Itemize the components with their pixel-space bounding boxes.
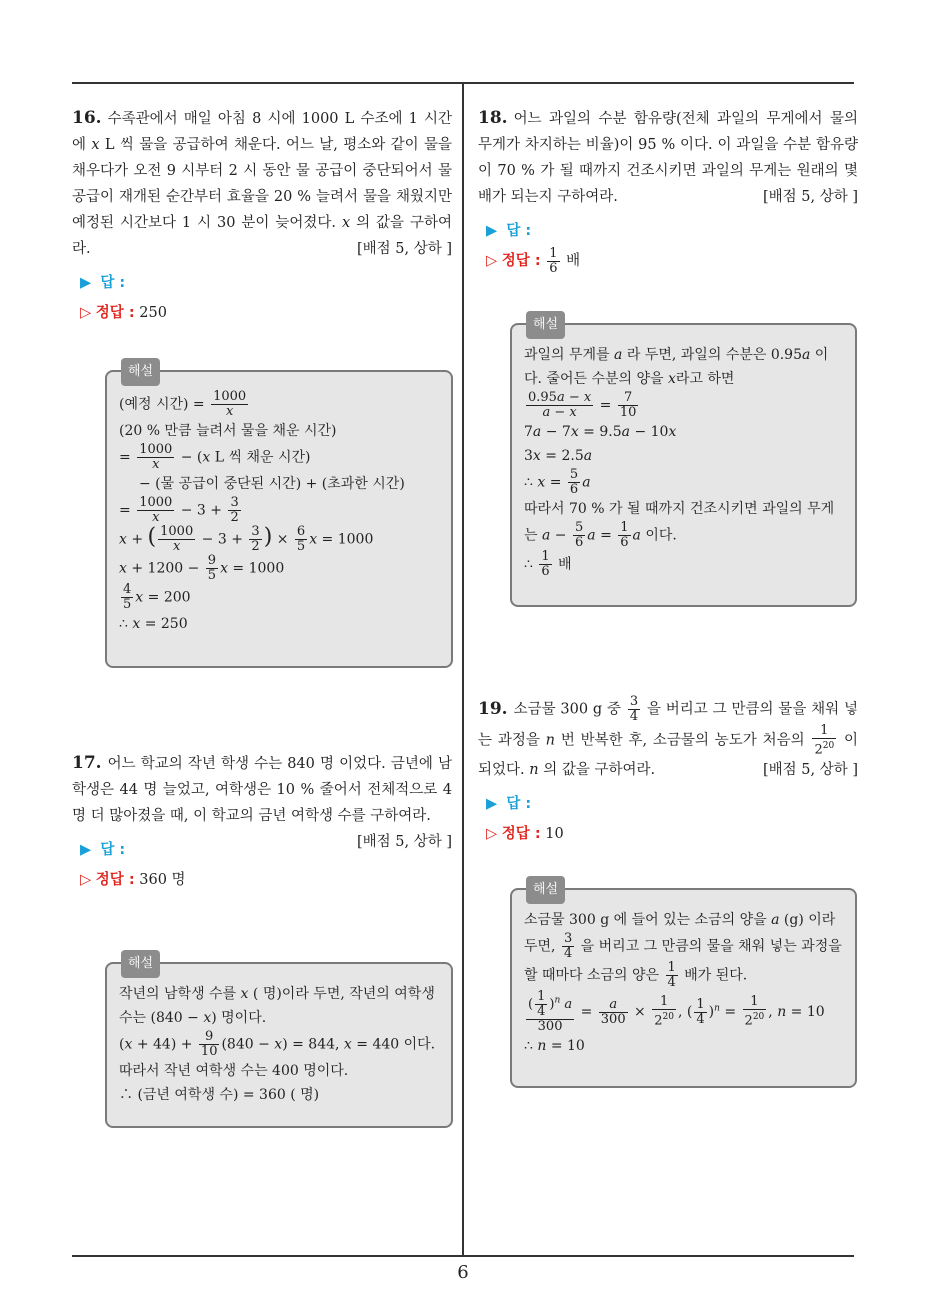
question-number: 18. bbox=[478, 108, 508, 128]
solution-tag: 해설 bbox=[121, 950, 160, 978]
sol-line: 작년의 남학생 수를 x ( 명)이라 두면, 작년의 여학생 수는 (840 − x) 명이다. bbox=[119, 986, 435, 1026]
question-19-text: 19. 소금물 300 g 중 $\frac{3}{4}$ 을 버리고 그 만큼의 물을 채워 넣는 과정을 n 번 반복한 후, 소금물의 농도가 처음의 $\frac{1}{2^{20}}$ 이 되었다. n 의 값을 구하여라. [배점 5, 상하 ] bbox=[478, 695, 858, 783]
correct-answer: 360 명 bbox=[139, 872, 186, 888]
answer-area bbox=[80, 268, 452, 328]
solution-tag: 해설 bbox=[526, 876, 565, 904]
correct-label: 정답 : bbox=[501, 253, 541, 269]
sol-line: x + 1200 − $\frac{9}{5}$ x = 1000 bbox=[119, 553, 285, 583]
column-divider bbox=[462, 84, 464, 1256]
sol-line: ∴ n = 10 bbox=[524, 1038, 585, 1054]
question-17 bbox=[72, 750, 452, 895]
sol-line: ( $\frac{1}{4}$ )$^n$ a 300 = $\frac{a}{300}$ × $\frac{1}{2^{20}}$ , ( $\frac{1}{4}$ )$^n$ = $\frac{1}{2^{20}}$ , n = 10 bbox=[528, 989, 825, 1034]
question-18 bbox=[478, 105, 858, 276]
sol-line: x + ( $\frac{1000}{x}$ − 3 + $\frac{3}{2}$ ) × $\frac{6}{5}$ x = 1000 bbox=[119, 524, 374, 554]
triangle-icon: ▶ bbox=[80, 275, 92, 291]
triangle-icon: ▶ bbox=[486, 796, 498, 813]
answer-label: 답 : bbox=[506, 796, 532, 813]
question-number: 16. bbox=[72, 108, 102, 128]
question-18-text: 18. 어느 과일의 수분 함유량(전체 과일의 무게에서 물의 무게가 차지하는 비율)이 95 % 이다. 이 과일을 수분 함유량이 70 % 가 될 때까지 건조시키면 과일의 무게는 원래의 몇 배가 되는지 구하여라. [배점 5, 상하 ] bbox=[478, 105, 858, 210]
sol-line: ∴ $\frac{1}{6}$ 배 bbox=[524, 549, 572, 579]
sol-line: ∴ (금년 여학생 수) = 360 ( 명) bbox=[119, 1087, 320, 1103]
points-label: [배점 5, 상하 ] bbox=[762, 762, 858, 779]
correct-answer: $\frac{1}{6}$ 배 bbox=[549, 245, 581, 276]
answer-label: 답 : bbox=[100, 842, 126, 858]
bottom-rule bbox=[72, 1255, 854, 1257]
question-17-text: 17. 어느 학교의 작년 학생 수는 840 명 이었다. 금년에 남학생은 44 명 늘었고, 여학생은 10 % 줄어서 전체적으로 4 명 더 많아졌을 때, 이 학교의 금년 여학생 수를 구하여라. [배점 5, 상하 ] bbox=[72, 750, 452, 829]
triangle-outline-icon: ▷ bbox=[80, 305, 92, 321]
correct-answer: 10 bbox=[545, 826, 564, 843]
sol-line: (x + 44) + $\frac{9}{10}$ (840 − x) = 844, x = 440 이다. bbox=[119, 1029, 436, 1059]
sol-line: (예정 시간) = $\frac{1000}{x}$ bbox=[119, 389, 247, 419]
sol-line: 소금물 300 g 에 들어 있는 소금의 양을 a (g) 이라 두면, $\frac{3}{4}$ 을 버리고 그 만큼의 물을 채워 넣는 과정을 할 때마다 소금의 양은 $\frac{1}{4}$ 배가 된다. bbox=[524, 912, 842, 990]
solution-box-18 bbox=[510, 317, 857, 607]
sol-line: $\frac{0.95a - x}{a - x}$ = $\frac{7}{10}$ bbox=[528, 390, 637, 420]
solution-tag: 해설 bbox=[526, 311, 565, 339]
question-16-text: 16. 수족관에서 매일 아침 8 시에 1000 L 수조에 1 시간에 x L 씩 물을 공급하여 채운다. 어느 날, 평소와 같이 물을 채우다가 오전 9 시부터 2 시 동안 물 공급이 중단되어서 물 공급이 재개된 순간부터 효율을 20 % 늘려서 물을 채웠지만 예정된 시간보다 1 시 30 분이 늦어졌다. x 의 값을 구하여라. [배점 5, 상하 ] bbox=[72, 105, 452, 262]
correct-answer: 250 bbox=[139, 305, 167, 321]
question-number: 19. bbox=[478, 698, 508, 719]
answer-area bbox=[486, 216, 858, 276]
points-label: [배점 5, 상하 ] bbox=[356, 241, 452, 257]
correct-label: 정답 : bbox=[95, 305, 135, 321]
answer-label: 답 : bbox=[100, 275, 126, 291]
triangle-outline-icon: ▷ bbox=[80, 872, 92, 888]
triangle-outline-icon: ▷ bbox=[486, 253, 498, 269]
correct-label: 정답 : bbox=[95, 872, 135, 888]
question-19 bbox=[478, 695, 858, 849]
sol-line: ∴ x = 250 bbox=[119, 616, 188, 632]
question-number: 17. bbox=[72, 753, 102, 773]
solution-tag: 해설 bbox=[121, 358, 160, 386]
sol-line: 3x = 2.5a bbox=[524, 448, 593, 464]
question-16 bbox=[72, 105, 452, 328]
solution-box-16 bbox=[105, 364, 453, 668]
answer-area bbox=[486, 789, 858, 849]
points-label: [배점 5, 상하 ] bbox=[356, 834, 452, 850]
sol-line: ∴ x = $\frac{5}{6}$ a bbox=[524, 467, 591, 497]
correct-label: 정답 : bbox=[501, 826, 541, 843]
sol-line: 따라서 작년 여학생 수는 400 명이다. bbox=[119, 1063, 349, 1079]
sol-line: (20 % 만큼 늘려서 물을 채운 시간) bbox=[119, 423, 337, 439]
triangle-icon: ▶ bbox=[486, 223, 498, 239]
points-label: [배점 5, 상하 ] bbox=[762, 189, 858, 205]
sol-line: 7a − 7x = 9.5a − 10x bbox=[524, 424, 677, 440]
sol-line: 과일의 무게를 a 라 두면, 과일의 수분은 0.95a 이다. 줄어든 수분의 양을 x라고 하면 bbox=[524, 347, 829, 387]
sol-line: − (물 공급이 중단된 시간) + (초과한 시간) bbox=[139, 476, 405, 492]
page-number: 6 bbox=[457, 1262, 469, 1283]
sol-line: 따라서 70 % 가 될 때까지 건조시키면 과일의 무게는 a − $\frac{5}{6}$ a = $\frac{1}{6}$ a 이다. bbox=[524, 501, 835, 550]
answer-label: 답 : bbox=[506, 223, 532, 239]
sol-line: $\frac{4}{5}$ x = 200 bbox=[123, 582, 191, 612]
triangle-outline-icon: ▷ bbox=[486, 826, 498, 843]
triangle-icon: ▶ bbox=[80, 842, 92, 858]
solution-box-17 bbox=[105, 956, 453, 1128]
solution-box-19 bbox=[510, 882, 857, 1088]
sol-line: = $\frac{1000}{x}$ − 3 + $\frac{3}{2}$ bbox=[119, 495, 239, 525]
sol-line: = $\frac{1000}{x}$ − (x L 씩 채운 시간) bbox=[119, 442, 311, 472]
